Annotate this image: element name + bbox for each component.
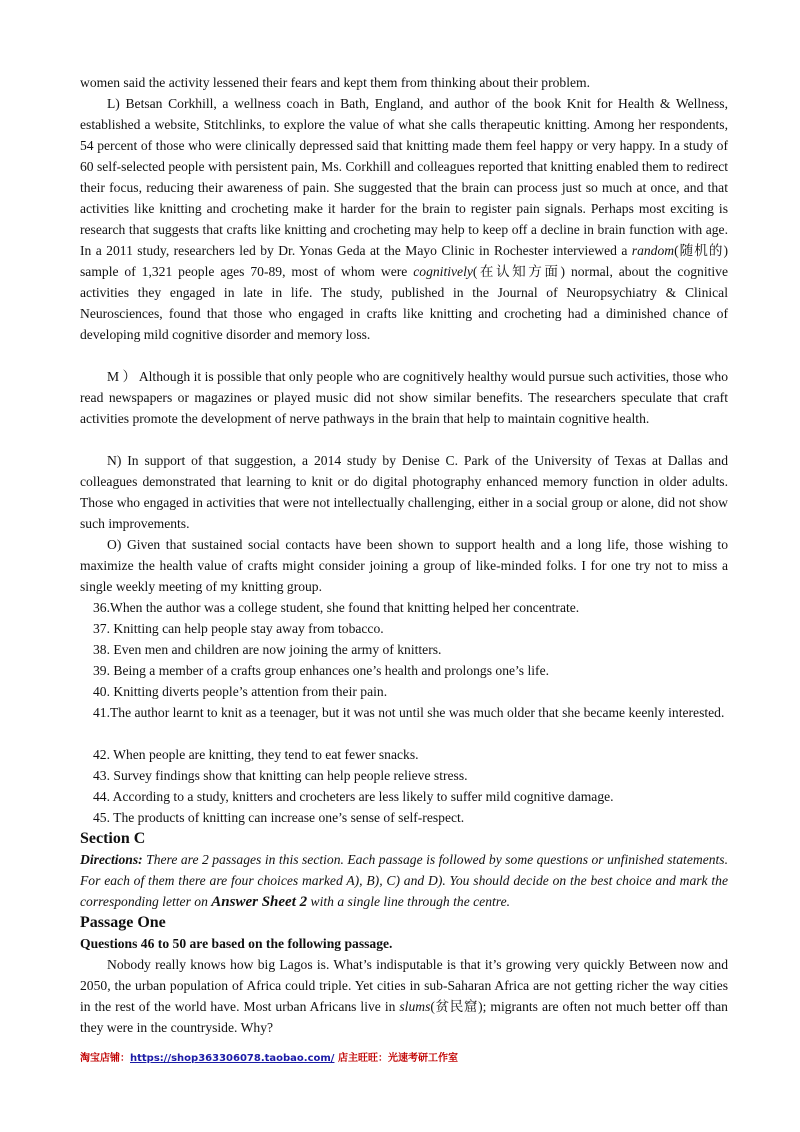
paragraph-l-text-3: normal, about the cognitive activities they engaged in late in life. The study, published in the Journal of Neuropsychiatry & Clinical Neurosciences, found that those who engaged in crafts like knitting and crocheting had a diminished chance of developing mild cognitive disorder and memory loss. [80,264,728,342]
question-39: 39. Being a member of a crafts group enhances one’s health and prolongs one’s life. [93,663,550,678]
directions [80,849,728,913]
question-44: 44. According to a study, knitters and crocheters are less likely to suffer mild cognitive damage. [93,789,614,804]
answer-sheet-label: Answer Sheet 2 [211,894,308,910]
gloss-random: (随机的) [674,243,728,258]
question-45: 45. The products of knitting can increase one’s sense of self-respect. [93,810,465,825]
gloss-slums: (贫民窟) [430,999,483,1014]
question-41: 41.The author learnt to knit as a teenager, but it was not until she was much older that she became keenly interested. [93,705,725,720]
directions-text-1: There are 2 passages in this section. Each passage is followed by some questions or unfinished statements. For each of them there are four choices marked A), B), C) and D). You should decide on the best choice and mark the corresponding letter on [80,852,728,909]
question-37: 37. Knitting can help people stay away from tobacco. [93,621,384,636]
questions-intro: Questions 46 to 50 are based on the following passage. [80,936,393,951]
paragraph-l-text-1: L) Betsan Corkhill, a wellness coach in Bath, England, and author of the book Knit for Health & Wellness, established a website, Stitchlinks, to explore the value of what she calls therapeutic knitting. Among her respondents, 54 percent of those who were clinically depressed said that knitting made them feel happy or very happy. In a study of 60 self-selected people with persistent pain, Ms. Corkhill and colleagues reported that knitting enabled them to redirect their focus, reducing their awareness of pain. She suggested that the brain can process just so much at once, and that activities like knitting and crocheting make it harder for the brain to register pain signals. Perhaps most exciting is research that suggests that crafts like knitting and crocheting may help to keep off a decline in brain function with age. In a 2011 study, researchers led by Dr. Yonas Geda at the Mayo Clinic in Rochester interviewed a [80,96,728,258]
directions-label: Directions: [80,852,143,867]
question-38: 38. Even men and children are now joining the army of knitters. [93,642,442,657]
paragraph-n: N) In support of that suggestion, a 2014 study by Denise C. Park of the University of Texas at Dallas and colleagues demonstrated that learning to knit or do digital photography enhanced memory function in older adults. Those who engaged in activities that were not intellectually challenging, either in a social group or alone, did not show such improvements. [80,453,728,531]
passage-title: Passage One [80,914,166,931]
word-slums: slums [399,999,431,1014]
paragraph-l [80,93,728,345]
paragraph-o: O) Given that sustained social contacts have been shown to support health and a long life, those wishing to maximize the health value of crafts might consider joining a group of like-minded folks. I for one try not to miss a single weekly meeting of my knitting group. [80,537,728,594]
question-42: 42. When people are knitting, they tend to eat fewer snacks. [93,747,419,762]
directions-text-2: with a single line through the centre. [307,894,510,909]
passage-one-paragraph [80,954,728,1038]
question-43: 43. Survey findings show that knitting can help people relieve stress. [93,768,468,783]
passage-text-2: ; migrants are often not much better off than they were in the countryside. Why? [80,999,728,1035]
footer-owner-label: 店主旺旺：光速考研工作室 [334,1053,458,1064]
gloss-cognitively: (在认知方面) [472,264,566,279]
paragraph-k-end: women said the activity lessened their fears and kept them from thinking about their problem. [80,75,591,90]
passage-text-1: Nobody really knows how big Lagos is. What’s indisputable is that it’s growing very quickly Between now and 2050, the urban population of Africa could triple. Yet cities in sub-Saharan Africa are not getting richer the way cities in the rest of the world have. Most urban Africans live in [80,957,728,1014]
question-36: 36.When the author was a college student, she found that knitting helped her concentrate. [93,600,580,615]
footer-shop-link[interactable]: https://shop363306078.taobao.com/ [130,1053,335,1064]
word-random: random [631,243,675,258]
paragraph-l-text-2: sample of 1,321 people ages 70-89, most of whom were [80,264,414,279]
section-c-title: Section C [80,830,146,847]
question-40: 40. Knitting diverts people’s attention from their pain. [93,684,388,699]
word-cognitively: cognitively [413,264,473,279]
paragraph-m: M ） Although it is possible that only people who are cognitively healthy would pursue such activities, those who read newspapers or magazines or played music did not show similar benefits. The researchers speculate that craft activities promote the development of nerve pathways in the brain that help to maintain cognitive health. [80,369,728,426]
footer-shop-label: 淘宝店铺： [80,1053,130,1064]
footer [80,1052,458,1066]
